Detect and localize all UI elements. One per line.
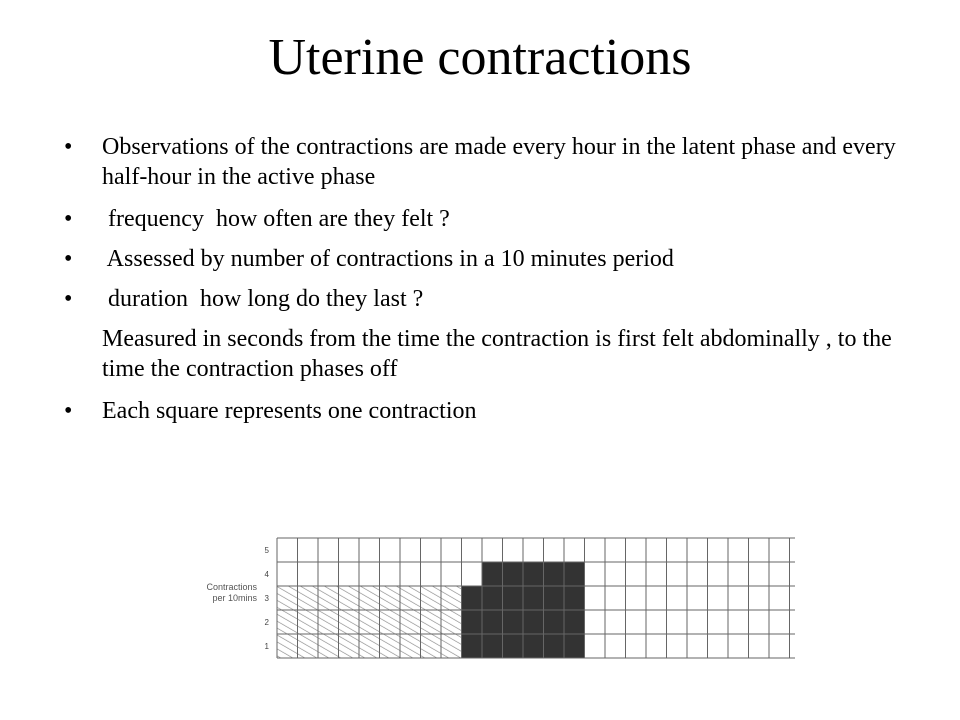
hatched-contraction-bar	[298, 586, 319, 658]
bullet-marker: •	[64, 246, 73, 272]
bullet-item	[62, 284, 922, 314]
bullet-item	[62, 132, 922, 192]
contractions-chart-svg	[175, 528, 795, 678]
bullet-marker: •	[64, 286, 73, 312]
bullet-marker: •	[64, 134, 73, 160]
hatched-contraction-bar	[380, 586, 401, 658]
bullet-list	[62, 132, 922, 440]
bullet-marker: •	[64, 398, 73, 424]
slide-title: Uterine contractions	[268, 29, 692, 86]
y-tick-label: 2	[264, 618, 269, 627]
y-tick-label: 5	[264, 546, 269, 555]
bullet-item	[62, 244, 922, 274]
continuation-text: Measured in seconds from the time the contraction is first felt abdominally , to the time the contraction phases off	[102, 326, 892, 382]
y-tick-label: 1	[264, 642, 269, 651]
hatched-contraction-bar	[421, 586, 442, 658]
hatched-contraction-bar	[359, 586, 380, 658]
bullet-text: duration how long do they last ?	[102, 286, 424, 312]
continuation-item	[62, 324, 922, 384]
y-tick-label: 4	[264, 570, 269, 579]
solid-contraction-bar	[462, 586, 483, 658]
hatched-contraction-bar	[441, 586, 462, 658]
bullet-marker: •	[64, 206, 73, 232]
contractions-chart	[175, 528, 795, 678]
y-axis-label: Contractions per 10mins	[206, 582, 257, 603]
bullet-text: Observations of the contractions are made every hour in the latent phase and every half-hour in the active phase	[102, 134, 896, 190]
bullet-text: Assessed by number of contractions in a 10 minutes period	[102, 246, 674, 272]
bullet-item	[62, 396, 922, 426]
hatched-contraction-bar	[400, 586, 421, 658]
bullet-text: frequency how often are they felt ?	[102, 206, 450, 232]
hatched-contraction-bar	[318, 586, 339, 658]
y-tick-label: 3	[264, 594, 269, 603]
bullet-item	[62, 204, 922, 234]
hatched-contraction-bar	[277, 586, 298, 658]
hatched-contraction-bar	[339, 586, 360, 658]
bullet-text: Each square represents one contraction	[102, 398, 477, 424]
